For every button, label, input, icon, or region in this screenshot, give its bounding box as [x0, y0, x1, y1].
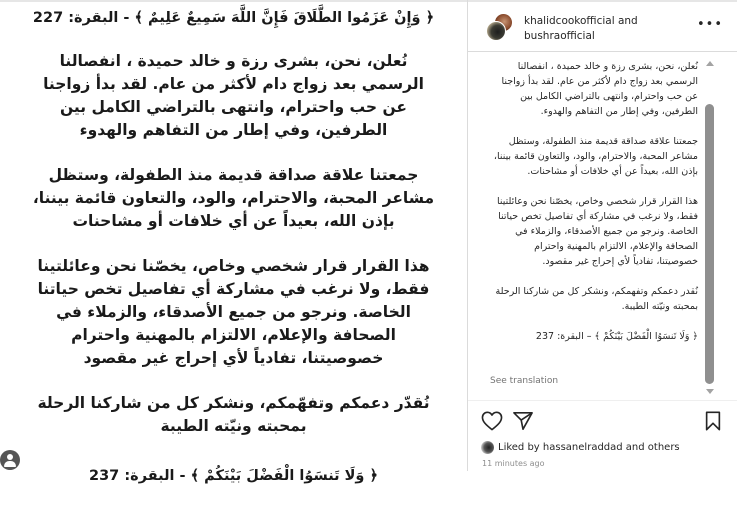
liked-by-others-link[interactable]: and others	[622, 441, 680, 453]
caption-paragraph: نُقدر دعمكم وتفهمكم، ونشكر كل من شاركنا الرحلة بمحبته ونيّته الطيبة.	[495, 286, 698, 312]
image-verse-top: ﴿ وَإِنْ عَزَمُوا الطَّلَاقَ فَإِنَّ اللَّهَ سَمِيعٌ عَلِيمٌ ﴾ - البقرة: 227	[32, 10, 435, 26]
see-translation-link[interactable]: See translation	[490, 376, 559, 386]
liked-by-text	[498, 442, 680, 453]
share-button[interactable]	[512, 411, 534, 431]
like-button[interactable]	[481, 411, 503, 431]
caption-scrollbar[interactable]	[704, 61, 716, 397]
more-options-button[interactable]: •••	[696, 17, 723, 32]
image-paragraph: جمعتنا علاقة صداقة قديمة منذ الطفولة، وستظل مشاعر المحبة، والاحترام، والود، والتعاون قائمة بيننا، بإذن الله، بعيداً عن أي خلافات أو مشاحنات	[32, 166, 435, 230]
post-header	[468, 2, 737, 52]
scroll-thumb[interactable]	[705, 104, 714, 384]
post-timestamp[interactable]: 11 minutes ago	[482, 459, 545, 468]
author-names	[524, 14, 704, 44]
scroll-up-arrow-icon[interactable]	[706, 61, 714, 66]
liker-avatar[interactable]	[481, 441, 494, 454]
post-actions	[468, 400, 737, 471]
caption-paragraph: نُعلن، نحن، بشرى رزة و خالد حميدة ، انفصالنا الرسمي بعد زواج دام لأكثر من عام. لقد بدأ زواجنا عن حب واحترام، وانتهى بالتراضي الكامل بين الطرفين، وفي إطار من التفاهم والهدوء.	[501, 61, 698, 117]
image-paragraph: نُقدّر دعمكم وتفهّمكم، ونشكر كل من شاركنا الرحلة بمحبته ونيّته الطيبة	[37, 394, 430, 435]
username-link[interactable]: bushraofficial	[524, 30, 595, 42]
username-link[interactable]: khalidcookofficial	[524, 15, 615, 27]
save-button[interactable]	[704, 411, 722, 431]
image-verse-bottom: ﴿ وَلَا تَنسَوُا الْفَضْلَ بَيْنَكُمْ ﴾ - البقرة: 237	[89, 468, 378, 484]
scroll-down-arrow-icon[interactable]	[706, 389, 714, 394]
caption-paragraph: هذا القرار قرار شخصي وخاص، يخصّنا نحن وعائلتينا فقط، ولا نرغب في مشاركة أي تفاصيل تخص حياتنا الخاصة. ونرجو من جميع الأصدقاء، والزملاء في الصحافة والإعلام، الالتزام بالمهنية واحترام خصوصيتنا، تفادياً لأي إحراج غير مقصود.	[497, 196, 698, 267]
bookmark-outline-icon	[704, 411, 722, 431]
paper-plane-icon	[512, 411, 534, 431]
and-label: and	[614, 15, 638, 27]
image-paragraph: نُعلن، نحن، بشرى رزة و خالد حميدة ، انفصالنا الرسمي بعد زواج دام لأكثر من عام. لقد بدأ زواجنا عن حب واحترام، وانتهى بالتراضي الكامل بين الطرفين، وفي إطار من التفاهم والهدوء	[43, 52, 424, 139]
image-paragraph: هذا القرار قرار شخصي وخاص، يخصّنا نحن وعائلتينا فقط، ولا نرغب في مشاركة أي تفاصيل تخص حياتنا الخاصة. ونرجو من جميع الأصدقاء، والزملاء في الصحافة والإعلام، الالتزام بالمهنية واحترام خصوصيتنا، تفادياً لأي إحراج غير مقصود	[37, 257, 430, 367]
heart-outline-icon	[481, 411, 503, 431]
avatar-bushraofficial[interactable]	[486, 21, 506, 41]
post-panel	[468, 2, 737, 471]
liker-username-link[interactable]: hassanelraddad	[542, 441, 623, 453]
collab-avatars[interactable]	[486, 13, 514, 41]
person-icon	[7, 454, 13, 460]
caption-paragraph: جمعتنا علاقة صداقة قديمة منذ الطفولة، وستظل مشاعر المحبة، والاحترام، والود، والتعاون قائمة بيننا، بإذن الله، بعيداً عن أي خلافات أو مشاحنات.	[493, 136, 698, 177]
caption-scroll-area[interactable]	[468, 53, 737, 399]
liked-by-prefix: Liked by	[498, 441, 543, 453]
liked-by-row	[481, 440, 680, 454]
person-icon-body	[4, 461, 16, 467]
tagged-people-button[interactable]	[0, 450, 20, 470]
image-text-block	[0, 2, 467, 508]
caption-text	[490, 59, 698, 344]
post-image[interactable]	[0, 2, 467, 484]
caption-verse: ﴿ وَلَا تَنسَوُا الْفَضْلَ بَيْنَكُمْ ﴾ – البقرة: 237	[535, 331, 698, 342]
